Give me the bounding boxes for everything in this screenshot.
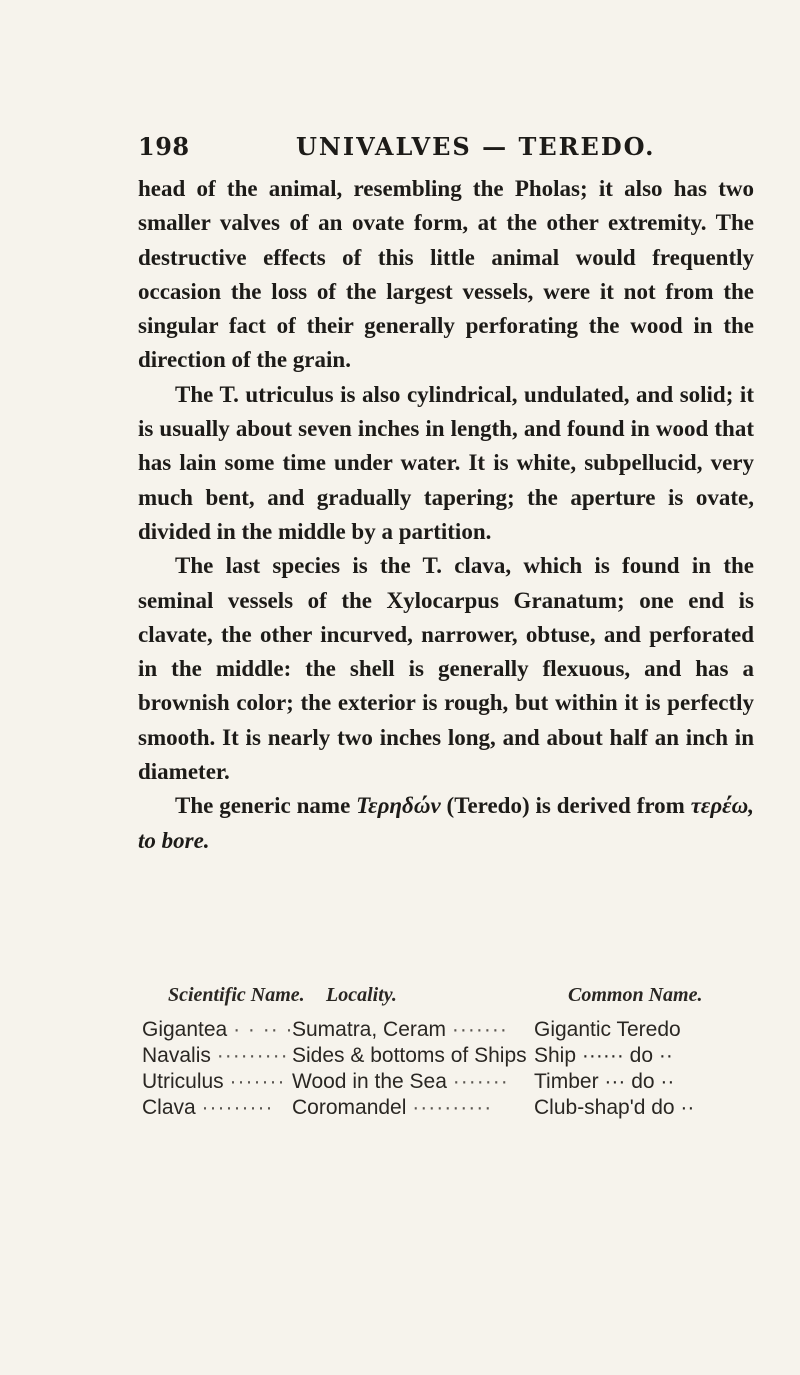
locality-cell: [292, 1018, 508, 1042]
header-locality: Locality.: [326, 984, 397, 1006]
scientific-name-cell: [142, 1096, 274, 1120]
greek-generic-name: Τερηδών: [356, 793, 441, 819]
common-name: Timber ··· do ··: [534, 1070, 675, 1093]
scientific-name-cell: [142, 1018, 308, 1042]
etymology-meaning: to bore.: [138, 827, 210, 853]
scientific-name: Utriculus: [142, 1070, 224, 1093]
locality-cell: [292, 1070, 509, 1094]
species-table: [138, 984, 778, 1122]
leader-dots: ·······: [452, 1070, 509, 1093]
leader-dots: · · ·· · ·: [233, 1018, 309, 1041]
locality: Wood in the Sea: [292, 1070, 447, 1093]
paragraph-continuation: head of the animal, resembling the Pholas; it also has two smaller valves of an ovate form, at the other extremity. The destructive effects of this little animal would frequently occasion the loss of the largest vessels, were it not from the singular fact of their generally perforating the wood in the direction of the grain.: [138, 176, 754, 373]
leader-dots: ·······: [229, 1070, 286, 1093]
leader-dots: ·········: [201, 1096, 274, 1119]
locality-cell: [292, 1044, 527, 1068]
scientific-name-cell: [142, 1070, 285, 1094]
scientific-name: Clava: [142, 1096, 196, 1119]
leader-dots: ·······: [451, 1018, 508, 1041]
table-row: [138, 1044, 778, 1070]
page-number: 198: [138, 132, 190, 161]
paragraph-etymology: [138, 789, 754, 858]
running-title: UNIVALVES — TEREDO.: [296, 132, 656, 161]
etymology-middle: (Teredo) is derived from: [440, 793, 691, 819]
header-scientific-name: Scientific Name.: [168, 984, 305, 1006]
leader-dots: ·········: [216, 1044, 289, 1067]
paragraph-clava: The last species is the T. clava, which is found in the seminal vessels of the Xylocarpus Granatum; one end is clavate, the other incurved, narrower, obtuse, and perforated in the middle: the shell is generally flexuous, and has a brownish color; the exterior is rough, but within it is perfectly smooth. It is nearly two inches long, and about half an inch in diameter.: [138, 553, 754, 785]
table-row: [138, 1070, 778, 1096]
etymology-intro: The generic name: [175, 793, 357, 819]
body-text: [138, 172, 754, 858]
table-row: [138, 1096, 778, 1122]
greek-verb: τερέω,: [690, 793, 754, 819]
scientific-name-cell: [142, 1044, 289, 1068]
header-common-name: Common Name.: [568, 984, 703, 1006]
table-row: [138, 1018, 778, 1044]
locality: Coromandel: [292, 1096, 407, 1119]
table-header-row: [138, 984, 778, 1018]
running-head: [138, 132, 698, 166]
common-name: Gigantic Teredo: [534, 1018, 681, 1041]
scientific-name: Navalis: [142, 1044, 211, 1067]
common-name: Club-shap'd do ··: [534, 1096, 695, 1119]
locality: Sumatra, Ceram: [292, 1018, 447, 1041]
common-name: Ship ······ do ··: [534, 1044, 673, 1067]
paragraph-utriculus: The T. utriculus is also cylindrical, undulated, and solid; it is usually about seven inches in length, and found in wood that has lain some time under water. It is white, subpellucid, very much bent, and gradually tapering; the aperture is ovate, divided in the middle by a partition.: [138, 381, 754, 544]
locality-cell: [292, 1096, 492, 1120]
scientific-name: Gigantea: [142, 1018, 228, 1041]
leader-dots: ··········: [412, 1096, 493, 1119]
locality: Sides & bottoms of Ships: [292, 1044, 527, 1067]
